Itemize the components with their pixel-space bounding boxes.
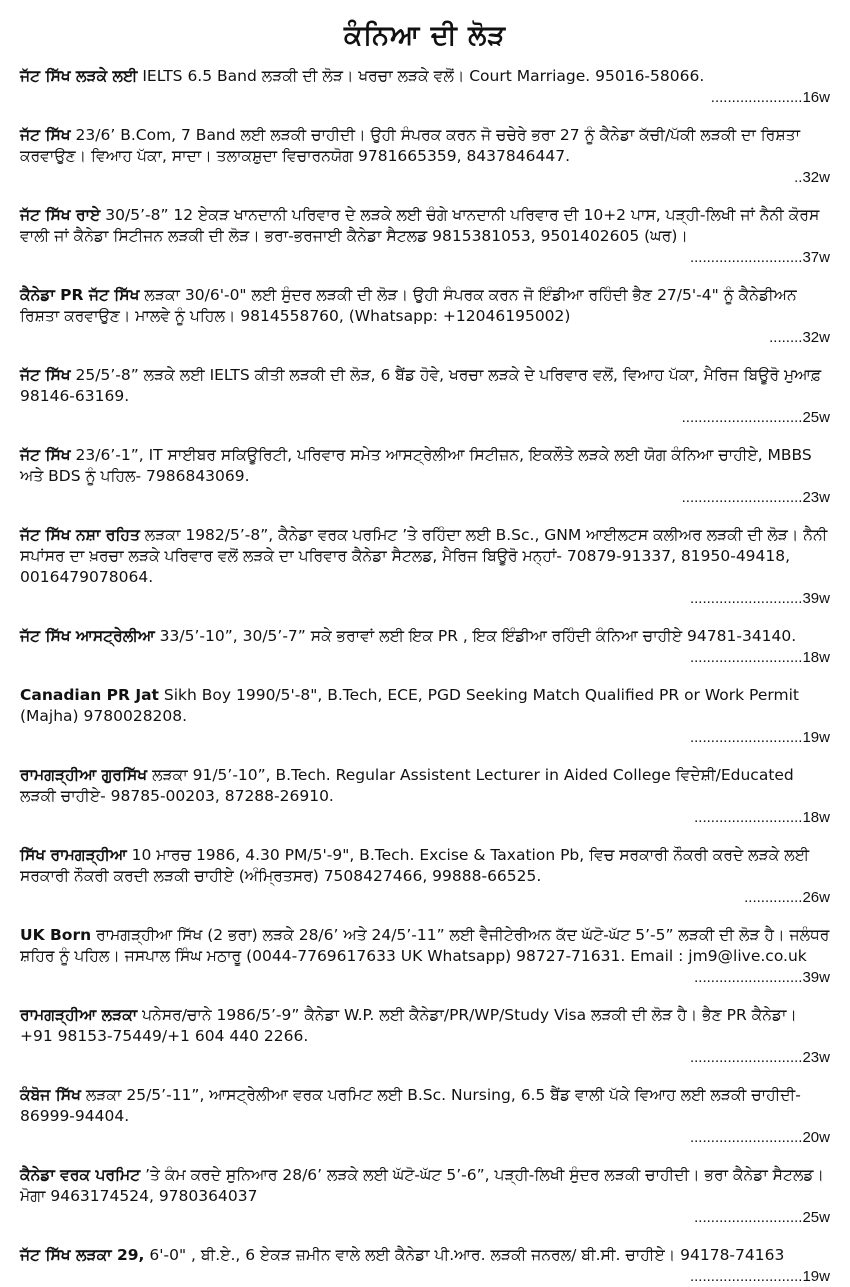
ad-code-line [20,807,830,828]
ad-code-line [20,588,830,609]
ad-heading: ਜੱਟ ਸਿੱਖ ਆਸਟ੍ਰੇਲੀਆ [20,627,155,645]
ad-text [20,285,830,327]
ad-leader-dots: ........................... [689,729,803,746]
ad-details: ਲੜਕਾ 30/6'-0" ਲਈ ਸੁੰਦਰ ਲੜਕੀ ਦੀ ਲੋੜ। ਉਹੀ ਸੰਪਰਕ ਕਰਨ ਜੋ ਇੰਡੀਆ ਰਹਿੰਦੀ ਭੈਣ 27/5'-4" ਨੂੰ ਕੈਨੇਡੀਅਨ ਰਿਸ਼ਤਾ ਕਰਵਾਉਣ। ਮਾਲਵੇ ਨੂੰ ਪਹਿਲ। 9814558760, (Whatsapp: +12046195002) [20,286,797,325]
ad-code: 37w [802,249,830,266]
classified-ad [20,1165,830,1228]
ad-leader-dots: .. [794,169,803,186]
ad-code: 32w [802,169,830,186]
ad-details: ਰਾਮਗੜ੍ਹੀਆ ਸਿੱਖ (2 ਭਰਾ) ਲੜਕੇ 28/6’ ਅਤੇ 24/5’-11” ਲਈ ਵੈਜੀਟੇਰੀਅਨ ਕੱਦ ਘੱਟੋ-ਘੱਟ 5’-5” ਲੜਕੀ ਦੀ ਲੋੜ ਹੈ। ਜਲੰਧਰ ਸ਼ਹਿਰ ਨੂੰ ਪਹਿਲ। ਜਸਪਾਲ ਸਿੰਘ ਮਠਾਰੂ (0044-7769617633 UK Whatsapp) 98727-71631. Email : jm9@live.co.uk [20,926,830,965]
ad-heading: ਜੱਟ ਸਿੱਖ [20,446,71,464]
ad-leader-dots: ........................... [689,1129,803,1146]
ad-text [20,1005,830,1047]
ad-leader-dots: ............................. [681,409,803,426]
ad-code-line [20,887,830,908]
ad-heading: ਜੱਟ ਸਿੱਖ [20,366,71,384]
ad-text [20,125,830,167]
ad-heading: Canadian PR Jat [20,686,159,704]
classified-ad [20,66,830,108]
ad-details: 6'-0" , ਬੀ.ਏ., 6 ਏਕੜ ਜ਼ਮੀਨ ਵਾਲੇ ਲਈ ਕੈਨੇਡਾ ਪੀ.ਆਰ. ਲੜਕੀ ਜਨਰਲ/ ਬੀ.ਸੀ. ਚਾਹੀਏ। 94178-74163 [144,1246,785,1264]
ad-heading: UK Born [20,926,92,944]
ad-heading: ਜੱਟ ਸਿੱਖ [20,126,71,144]
ad-code-line [20,1047,830,1068]
classified-ad [20,205,830,268]
classified-ad [20,925,830,988]
ad-heading: ਰਾਮਗੜ੍ਹੀਆ ਗੁਰਸਿੱਖ [20,766,148,784]
classified-ad [20,125,830,188]
ad-details: 33/5’-10”, 30/5’-7” ਸਕੇ ਭਰਾਵਾਂ ਲਈ ਇਕ PR , ਇਕ ਇੰਡੀਆ ਰਹਿੰਦੀ ਕੰਨਿਆ ਚਾਹੀਏ 94781-34140. [154,627,797,645]
ad-leader-dots: .......................... [694,1209,803,1226]
ad-leader-dots: .......................... [694,969,803,986]
ad-code-line [20,647,830,668]
ad-leader-dots: ........................... [689,249,803,266]
classified-ad [20,685,830,748]
ad-heading: ਕੈਨੇਡਾ PR ਜੱਟ ਸਿੱਖ [20,286,140,304]
page-title: ਕੰਨਿਆ ਦੀ ਲੋੜ [343,20,507,51]
ad-details: ਪਨੇਸਰ/ਚਾਨੇ 1986/5’-9” ਕੈਨੇਡਾ W.P. ਲਈ ਕੈਨੇਡਾ/PR/WP/Study Visa ਲੜਕੀ ਦੀ ਲੋੜ ਹੈ। ਭੈਣ PR ਕੈਨੇਡਾ। +91 98153-75449/+1 604 440 2266. [20,1006,797,1045]
classified-ad [20,525,830,609]
ad-details: ਲੜਕਾ 91/5’-10”, B.Tech. Regular Assistent Lecturer in Aided College ਵਿਦੇਸ਼ੀ/Educated ਲੜਕੀ ਚਾਹੀਏ- 98785-00203, 87288-26910. [20,766,794,805]
ad-heading: ਜੱਟ ਸਿੱਖ ਲੜਕੇ ਲਈ [20,67,138,85]
ad-details: 30/5’-8” 12 ਏਕੜ ਖਾਨਦਾਨੀ ਪਰਿਵਾਰ ਦੇ ਲੜਕੇ ਲਈ ਚੰਗੇ ਖਾਨਦਾਨੀ ਪਰਿਵਾਰ ਦੀ 10+2 ਪਾਸ, ਪੜ੍ਹੀ-ਲਿਖੀ ਜਾਂ ਨੈਨੀ ਕੋਰਸ ਵਾਲੀ ਜਾਂ ਕੈਨੇਡਾ ਸਿਟੀਜਨ ਲੜਕੀ ਦੀ ਲੋੜ। ਭਰਾ-ਭਰਜਾਈ ਕੈਨੇਡਾ ਸੈਟਲਡ 9815381053, 9501402605 (ਘਰ)। [20,206,820,245]
ad-heading: ਜੱਟ ਸਿੱਖ ਰਾਏ [20,206,101,224]
ad-details: 23/6’-1”, IT ਸਾਈਬਰ ਸਕਿਊਰਿਟੀ, ਪਰਿਵਾਰ ਸਮੇਤ ਆਸਟ੍ਰੇਲੀਆ ਸਿਟੀਜ਼ਨ, ਇਕਲੌਤੇ ਲੜਕੇ ਲਈ ਯੋਗ ਕੰਨਿਆ ਚਾਹੀਏ, MBBS ਅਤੇ BDS ਨੂੰ ਪਹਿਲ- 7986843069. [20,446,812,485]
ad-code-line [20,1207,830,1228]
ad-text [20,445,830,487]
classified-ad [20,445,830,508]
ad-code: 25w [802,409,830,426]
ad-text [20,365,830,407]
ad-code-line [20,1266,830,1287]
ad-text [20,1165,830,1207]
ad-code: 23w [802,1049,830,1066]
ad-heading: ਸਿੱਖ ਰਾਮਗੜ੍ਹੀਆ [20,846,127,864]
ad-heading: ਕੰਬੋਜ ਸਿੱਖ [20,1086,81,1104]
ad-text [20,626,830,647]
ad-code: 39w [802,590,830,607]
ad-leader-dots: ........................... [689,590,803,607]
classified-ad [20,285,830,348]
ad-code: 32w [802,329,830,346]
ad-code: 25w [802,1209,830,1226]
ad-code-line [20,87,830,108]
ad-code: 19w [802,1268,830,1285]
ad-leader-dots: ........................... [689,649,803,666]
ad-code-line [20,967,830,988]
classified-ad [20,1085,830,1148]
ad-code-line [20,487,830,508]
ad-code: 16w [802,89,830,106]
ad-code: 26w [802,889,830,906]
ad-leader-dots: ...................... [710,89,803,106]
ad-text [20,845,830,887]
ad-text [20,1085,830,1127]
classified-ad [20,1005,830,1068]
ad-code-line [20,727,830,748]
ad-details: 25/5’-8” ਲੜਕੇ ਲਈ IELTS ਕੀਤੀ ਲੜਕੀ ਦੀ ਲੋੜ, 6 ਬੈਂਡ ਹੋਵੇ, ਖਰਚਾ ਲੜਕੇ ਦੇ ਪਰਿਵਾਰ ਵਲੋਂ, ਵਿਆਹ ਪੱਕਾ, ਮੈਰਿਜ ਬਿਊਰੋ ਮੁਆਫ਼ 98146-63169. [20,366,822,405]
ad-code: 19w [802,729,830,746]
ad-leader-dots: .............. [744,889,803,906]
ad-text [20,525,830,588]
ad-heading: ਰਾਮਗੜ੍ਹੀਆ ਲੜਕਾ [20,1006,138,1024]
ad-leader-dots: ........................... [689,1049,803,1066]
ad-text [20,66,830,87]
ad-code: 20w [802,1129,830,1146]
ad-code: 39w [802,969,830,986]
ad-text [20,765,830,807]
ad-code-line [20,1127,830,1148]
ad-leader-dots: ........ [769,329,803,346]
ad-details: ਲੜਕਾ 1982/5’-8”, ਕੈਨੇਡਾ ਵਰਕ ਪਰਮਿਟ ’ਤੇ ਰਹਿੰਦਾ ਲਈ B.Sc., GNM ਆਈਲਟਸ ਕਲੀਅਰ ਲੜਕੀ ਦੀ ਲੋੜ। ਨੈਨੀ ਸਪਾਂਸਰ ਦਾ ਖ਼ਰਚਾ ਲੜਕੇ ਪਰਿਵਾਰ ਵਲੋਂ ਲੜਕੇ ਦਾ ਪਰਿਵਾਰ ਕੈਨੇਡਾ ਸੈਟਲਡ, ਮੈਰਿਜ ਬਿਊਰੋ ਮਨ੍ਹਾਂ- 70879-91337, 81950-49418, 0016479078064. [20,526,828,586]
ad-leader-dots: .......................... [694,809,803,826]
ad-text [20,925,830,967]
ad-text [20,685,830,727]
ad-code-line [20,247,830,268]
ad-details: ਲੜਕਾ 25/5’-11”, ਆਸਟ੍ਰੇਲੀਆ ਵਰਕ ਪਰਮਿਟ ਲਈ B.Sc. Nursing, 6.5 ਬੈਂਡ ਵਾਲੀ ਪੱਕੇ ਵਿਆਹ ਲਈ ਲੜਕੀ ਚਾਹੀਦੀ- 86999-94404. [20,1086,801,1125]
classified-ad [20,845,830,908]
ad-heading: ਜੱਟ ਸਿੱਖ ਨਸ਼ਾ ਰਹਿਤ [20,526,140,544]
ad-code: 18w [802,649,830,666]
ad-code: 18w [802,809,830,826]
ad-details: IELTS 6.5 Band ਲੜਕੀ ਦੀ ਲੋੜ। ਖਰਚਾ ਲੜਕੇ ਵਲੋਂ। Court Marriage. 95016-58066. [137,67,705,85]
ad-code-line [20,327,830,348]
classified-ad [20,626,830,668]
ad-leader-dots: ........................... [689,1268,803,1285]
ad-text [20,205,830,247]
ad-code: 23w [802,489,830,506]
ad-heading: ਜੱਟ ਸਿੱਖ ਲੜਕਾ 29, [20,1246,145,1264]
ad-details: 23/6’ B.Com, 7 Band ਲਈ ਲੜਕੀ ਚਾਹੀਦੀ। ਉਹੀ ਸੰਪਰਕ ਕਰਨ ਜੋ ਚਚੇਰੇ ਭਰਾ 27 ਨੂੰ ਕੈਨੇਡਾ ਕੱਚੀ/ਪੱਕੀ ਲੜਕੀ ਦਾ ਰਿਸ਼ਤਾ ਕਰਵਾਉਣ। ਵਿਆਹ ਪੱਕਾ, ਸਾਦਾ। ਤਲਾਕਸ਼ੁਦਾ ਵਿਚਾਰਨਯੋਗ 9781665359, 8437846447. [20,126,801,165]
ad-leader-dots: ............................. [681,489,803,506]
classified-ad [20,1245,830,1287]
ad-heading: ਕੈਨੇਡਾ ਵਰਕ ਪਰਮਿਟ [20,1166,141,1184]
ad-code-line [20,407,830,428]
ad-details: 10 ਮਾਰਚ 1986, 4.30 PM/5'-9", B.Tech. Excise & Taxation Pb, ਵਿਚ ਸਰਕਾਰੀ ਨੌਕਰੀ ਕਰਦੇ ਲੜਕੇ ਲਈ ਸਰਕਾਰੀ ਨੌਕਰੀ ਕਰਦੀ ਲੜਕੀ ਚਾਹੀਏ (ਅੰਮ੍ਰਿਤਸਰ) 7508427466, 99888-66525. [20,846,810,885]
ad-text [20,1245,830,1266]
classified-ad [20,365,830,428]
ad-details: ’ਤੇ ਕੰਮ ਕਰਦੇ ਸੁਨਿਆਰ 28/6’ ਲੜਕੇ ਲਈ ਘੱਟੋ-ਘੱਟ 5’-6”, ਪੜ੍ਹੀ-ਲਿਖੀ ਸੁੰਦਰ ਲੜਕੀ ਚਾਹੀਦੀ। ਭਰਾ ਕੈਨੇਡਾ ਸੈਟਲਡ। ਮੋਗਾ 9463174524, 9780364037 [20,1166,824,1205]
ad-code-line [20,167,830,188]
classified-ad [20,765,830,828]
ad-details: Sikh Boy 1990/5'-8", B.Tech, ECE, PGD Seeking Match Qualified PR or Work Permit (Majha) 9780028208. [20,686,799,725]
